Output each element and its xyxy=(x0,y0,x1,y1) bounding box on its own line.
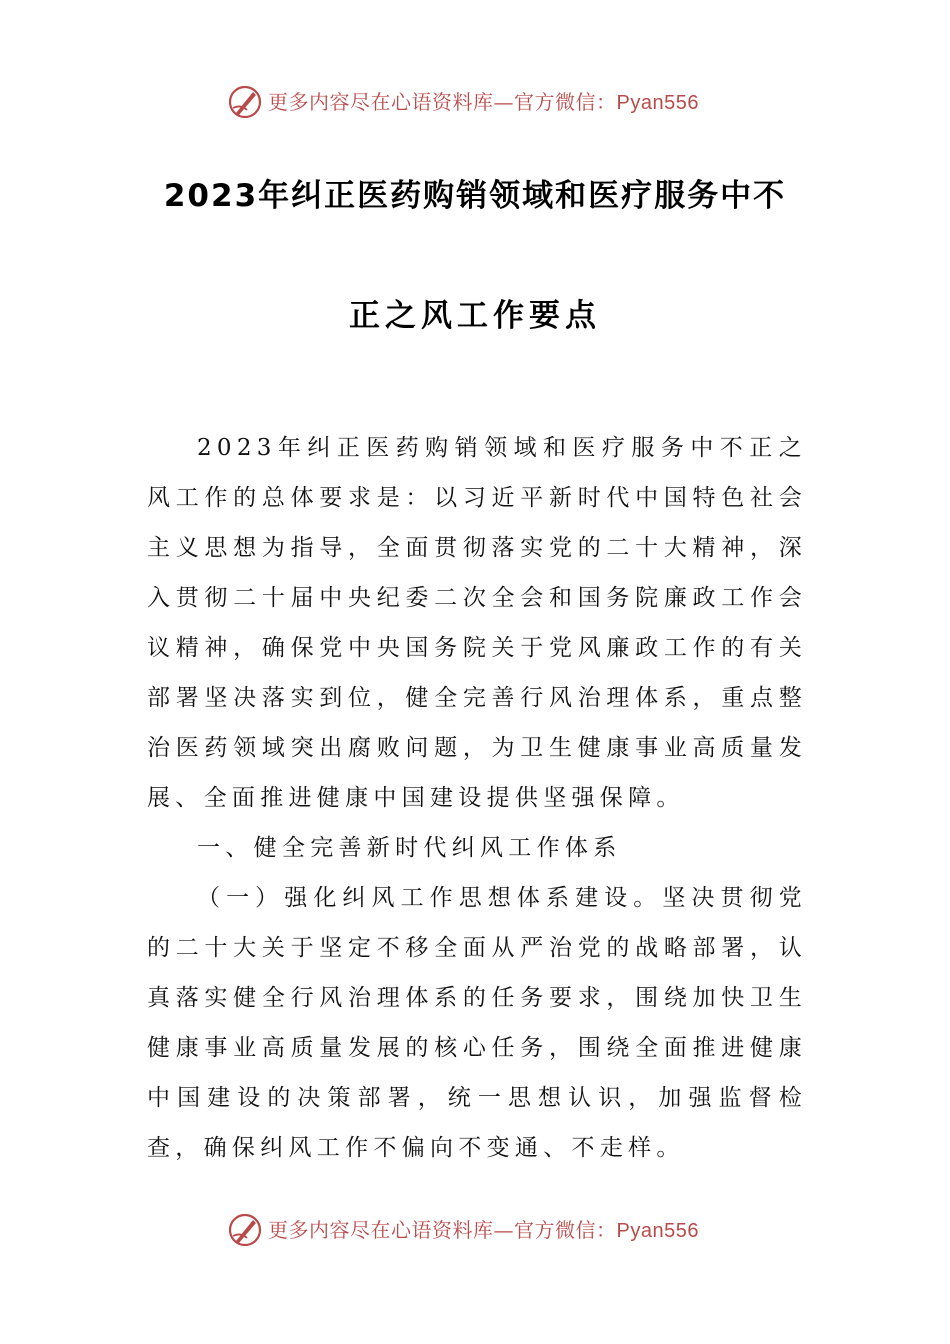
quill-circle-icon xyxy=(227,1212,263,1248)
watermark-text xyxy=(268,1217,699,1244)
document-title-line-1: 2023年纠正医药购销领域和医疗服务中不 xyxy=(163,178,787,214)
section-heading: 一、健全完善新时代纠风工作体系 xyxy=(197,835,622,861)
watermark-banner-bottom xyxy=(0,1210,950,1250)
watermark-label: 更多内容尽在心语资料库—官方微信： xyxy=(268,1218,617,1242)
document-title-line-2: 正之风工作要点 xyxy=(349,298,601,334)
intro-paragraph: 2023年纠正医药购销领域和医疗服务中不正之风工作的总体要求是：以习近平新时代中国特色社会主义思想为指导，全面贯彻落实党的二十大精神，深入贯彻二十届中央纪委二次全会和国务院廉政工作会议精神，确保党中央国务院关于党风廉政工作的有关部署坚决落实到位，健全完善行风治理体系，重点整治医药领域突出腐败问题，为卫生健康事业高质量发展、全面推进健康中国建设提供坚强保障。 xyxy=(147,435,807,811)
section-item-paragraph: （一）强化纠风工作思想体系建设。坚决贯彻党的二十大关于坚定不移全面从严治党的战略部署，认真落实健全行风治理体系的任务要求，围绕加快卫生健康事业高质量发展的核心任务，围绕全面推进健康中国建设的决策部署，统一思想认识，加强监督检查，确保纠风工作不偏向不变通、不走样。 xyxy=(147,885,807,1161)
watermark-banner-top xyxy=(0,82,950,122)
watermark-label: 更多内容尽在心语资料库—官方微信： xyxy=(268,90,617,114)
wechat-id: Pyan556 xyxy=(616,92,699,114)
wechat-id: Pyan556 xyxy=(616,1220,699,1242)
quill-circle-icon xyxy=(227,84,263,120)
watermark-text xyxy=(268,89,699,116)
